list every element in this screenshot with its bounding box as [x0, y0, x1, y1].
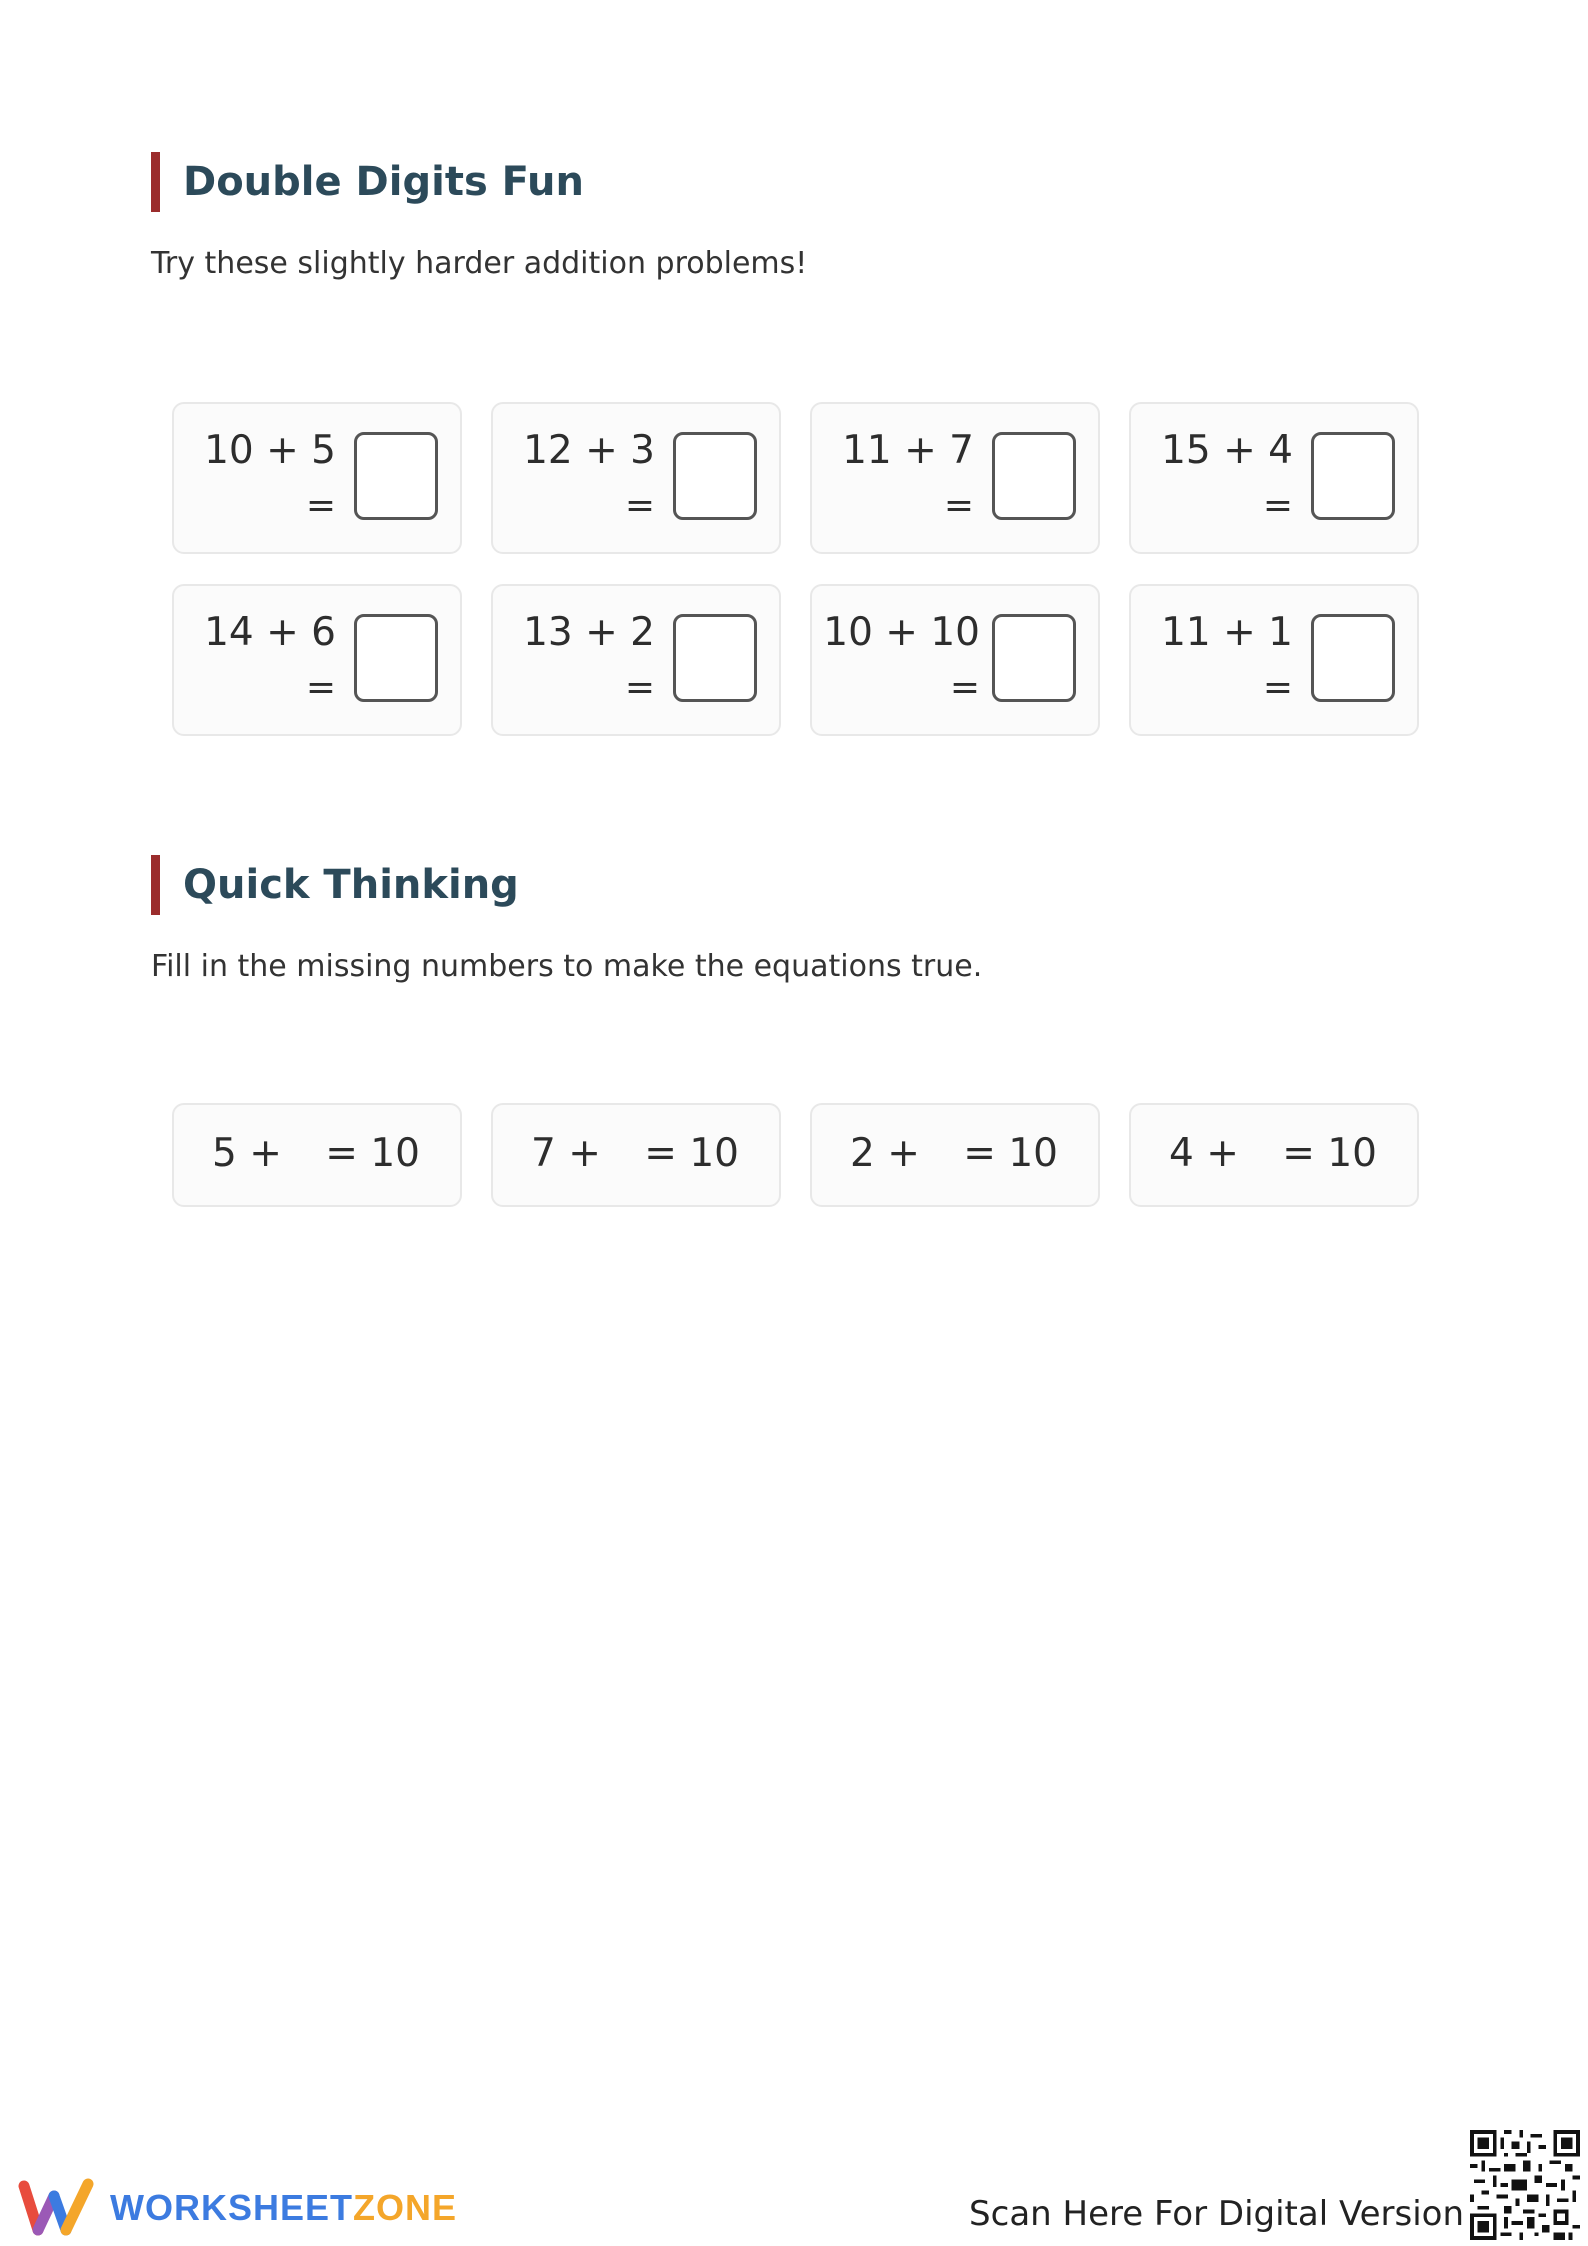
answer-box[interactable]	[673, 614, 757, 702]
section-double-digits	[151, 152, 1441, 708]
equals-sign: =	[305, 485, 336, 526]
equation-left: 2 +	[850, 1131, 920, 1176]
answer-box[interactable]	[992, 432, 1076, 520]
scan-instruction: Scan Here For Digital Version	[969, 2194, 1464, 2234]
accent-bar	[151, 152, 160, 212]
equals-sign: =	[624, 667, 655, 708]
equals-sign: =	[624, 485, 655, 526]
answer-box[interactable]	[1311, 432, 1395, 520]
problem-expression: 11 + 1	[1161, 610, 1293, 655]
equation-right: = 10	[644, 1131, 739, 1176]
problem-card	[810, 402, 1100, 554]
equation-right: = 10	[325, 1131, 420, 1176]
equals-sign: =	[949, 667, 980, 708]
brand-logo	[18, 2178, 457, 2238]
problem-expression: 11 + 7	[842, 428, 974, 473]
answer-box[interactable]	[1311, 614, 1395, 702]
problem-expression: 10 + 10	[823, 610, 980, 655]
problem-card	[491, 402, 781, 554]
equation-right: = 10	[1282, 1131, 1377, 1176]
missing-number-card	[172, 1103, 462, 1207]
section-title	[151, 855, 1441, 915]
answer-box[interactable]	[354, 614, 438, 702]
equation-right: = 10	[963, 1131, 1058, 1176]
section-description: Try these slightly harder addition problems!	[151, 246, 808, 281]
section-quick-thinking	[151, 855, 1441, 1176]
logo-text-part1: WORKSHEET	[110, 2187, 353, 2228]
problem-expression: 12 + 3	[523, 428, 655, 473]
problem-card	[810, 584, 1100, 736]
equation-left: 4 +	[1169, 1131, 1239, 1176]
problem-card	[172, 584, 462, 736]
section-title-text: Double Digits Fun	[183, 159, 584, 205]
answer-box[interactable]	[354, 432, 438, 520]
logo-text-part2: ZONE	[353, 2187, 458, 2228]
section-description: Fill in the missing numbers to make the equations true.	[151, 949, 983, 984]
problem-expression: 15 + 4	[1161, 428, 1293, 473]
problem-expression: 14 + 6	[204, 610, 336, 655]
problem-card	[172, 402, 462, 554]
answer-box[interactable]	[992, 614, 1076, 702]
equals-sign: =	[1262, 485, 1293, 526]
problem-card	[491, 584, 781, 736]
problem-expression: 10 + 5	[204, 428, 336, 473]
section-title-text: Quick Thinking	[183, 862, 519, 908]
accent-bar	[151, 855, 160, 915]
equation-left: 5 +	[212, 1131, 282, 1176]
missing-number-card	[1129, 1103, 1419, 1207]
missing-number-card	[810, 1103, 1100, 1207]
equals-sign: =	[1262, 667, 1293, 708]
equation-left: 7 +	[531, 1131, 601, 1176]
section-title	[151, 152, 1441, 212]
equals-sign: =	[943, 485, 974, 526]
qr-code-icon[interactable]	[1470, 2130, 1580, 2240]
logo-mark-icon	[18, 2178, 96, 2238]
logo-text	[110, 2187, 457, 2229]
missing-number-card	[491, 1103, 781, 1207]
answer-box[interactable]	[673, 432, 757, 520]
problem-expression: 13 + 2	[523, 610, 655, 655]
problem-card	[1129, 402, 1419, 554]
equals-sign: =	[305, 667, 336, 708]
problem-card	[1129, 584, 1419, 736]
